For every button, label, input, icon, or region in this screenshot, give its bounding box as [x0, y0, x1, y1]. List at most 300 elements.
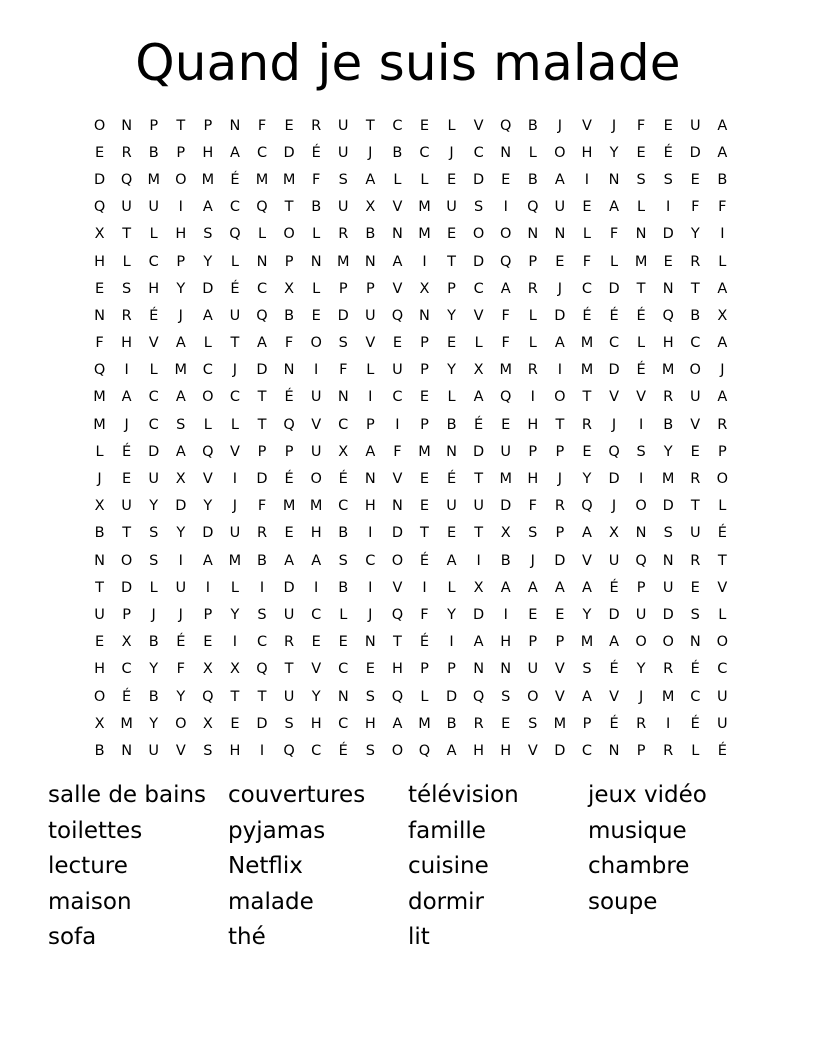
grid-cell: D	[391, 525, 403, 542]
grid-row	[86, 629, 736, 656]
grid-cell: H	[500, 634, 512, 651]
grid-cell: M	[93, 416, 106, 433]
grid-cell: D	[283, 144, 295, 161]
grid-cell: M	[580, 335, 594, 352]
grid-cell: N	[419, 307, 430, 324]
grid-cell: P	[420, 416, 429, 433]
grid-row	[86, 248, 736, 275]
grid-cell: E	[338, 634, 348, 651]
word-list-item: thé	[228, 924, 266, 951]
grid-cell: R	[636, 715, 647, 732]
grid-cell: T	[420, 525, 429, 542]
grid-cell: A	[581, 525, 592, 542]
grid-cell: É	[284, 389, 294, 406]
grid-cell: I	[503, 606, 508, 623]
grid-cell: I	[557, 362, 562, 379]
grid-cell: A	[257, 335, 267, 352]
grid-cell: L	[339, 606, 348, 623]
grid-cell: L	[203, 416, 212, 433]
grid-cell: T	[392, 634, 402, 651]
grid-cell: A	[392, 715, 403, 732]
grid-cell: T	[555, 416, 565, 433]
grid-cell: Y	[447, 362, 456, 379]
grid-cell: L	[609, 253, 619, 270]
grid-cell: S	[338, 335, 348, 352]
grid-cell: C	[690, 335, 701, 352]
grid-cell: A	[365, 171, 376, 188]
grid-cell: T	[122, 226, 132, 243]
grid-cell: U	[446, 199, 457, 216]
grid-cell: A	[554, 335, 565, 352]
grid-cell: Q	[283, 416, 295, 433]
grid-cell: J	[124, 416, 129, 433]
grid-cell: J	[232, 498, 238, 515]
grid-cell: E	[284, 117, 294, 134]
grid-cell: M	[418, 715, 431, 732]
grid-cell: D	[202, 525, 214, 542]
grid-row	[86, 411, 736, 438]
grid-row	[86, 438, 736, 465]
grid-cell: V	[175, 742, 186, 759]
grid-cell: S	[690, 606, 700, 623]
grid-row	[86, 465, 736, 492]
grid-cell: Y	[447, 606, 456, 623]
grid-cell: T	[284, 661, 294, 678]
grid-cell: S	[284, 715, 294, 732]
grid-cell: Y	[176, 688, 186, 705]
grid-row	[86, 520, 736, 547]
grid-cell: L	[95, 443, 104, 460]
grid-cell: T	[447, 253, 456, 270]
grid-cell: S	[474, 199, 484, 216]
grid-cell: Y	[609, 144, 619, 161]
grid-cell: I	[124, 362, 129, 379]
grid-cell: D	[608, 362, 620, 379]
grid-cell: E	[446, 525, 457, 542]
grid-cell: L	[718, 498, 727, 515]
grid-cell: C	[148, 416, 159, 433]
word-list-item: salle de bains	[48, 782, 207, 808]
grid-cell: F	[691, 199, 700, 216]
grid-cell: C	[229, 389, 240, 406]
grid-cell: É	[663, 144, 673, 161]
grid-cell: P	[284, 443, 294, 460]
grid-cell: T	[582, 389, 592, 406]
grid-cell: M	[336, 253, 350, 270]
grid-cell: H	[94, 661, 105, 678]
grid-cell: B	[446, 715, 457, 732]
grid-cell: L	[420, 171, 429, 188]
grid-cell: É	[230, 280, 240, 297]
grid-cell: A	[717, 280, 728, 297]
grid-cell: Q	[202, 443, 214, 460]
grid-cell: E	[311, 634, 321, 651]
grid-cell: D	[608, 280, 620, 297]
grid-cell: A	[717, 144, 728, 161]
grid-row	[86, 112, 736, 139]
grid-cell: C	[311, 742, 322, 759]
grid-cell: A	[202, 199, 213, 216]
grid-cell: A	[609, 199, 619, 216]
grid-cell: N	[364, 471, 376, 488]
grid-cell: P	[149, 117, 159, 134]
grid-cell: U	[148, 471, 159, 488]
grid-cell: T	[474, 525, 484, 542]
grid-row	[86, 221, 736, 248]
grid-cell: E	[582, 443, 592, 460]
grid-cell: A	[446, 742, 457, 759]
grid-cell: U	[527, 661, 539, 678]
grid-cell: I	[232, 471, 238, 488]
word-list-item: dormir	[408, 888, 484, 915]
grid-cell: R	[256, 525, 268, 542]
grid-cell: A	[175, 389, 186, 406]
grid-row	[86, 384, 736, 411]
grid-cell: E	[94, 634, 105, 651]
grid-cell: D	[337, 307, 349, 324]
grid-cell: N	[337, 688, 349, 705]
grid-cell: É	[338, 471, 348, 488]
grid-cell: Y	[582, 606, 592, 623]
grid-cell: L	[230, 579, 239, 596]
grid-cell: U	[337, 199, 349, 216]
grid-cell: L	[637, 199, 646, 216]
grid-cell: S	[663, 525, 673, 542]
grid-cell: O	[93, 117, 106, 134]
grid-cell: D	[202, 280, 214, 297]
grid-cell: U	[310, 443, 322, 460]
grid-cell: N	[121, 742, 133, 759]
grid-cell: I	[530, 389, 535, 406]
grid-cell: S	[338, 171, 348, 188]
grid-cell: E	[392, 335, 402, 352]
grid-cell: É	[446, 471, 457, 488]
grid-cell: L	[312, 280, 321, 297]
grid-cell: J	[368, 144, 373, 161]
grid-cell: Q	[581, 498, 593, 515]
grid-cell: T	[365, 117, 375, 134]
grid-cell: E	[122, 471, 132, 488]
grid-cell: É	[690, 715, 700, 732]
grid-cell: A	[500, 280, 511, 297]
grid-cell: H	[310, 525, 322, 542]
grid-cell: A	[473, 634, 484, 651]
grid-cell: P	[176, 144, 186, 161]
grid-cell: H	[391, 661, 403, 678]
grid-cell: A	[121, 389, 132, 406]
grid-cell: H	[121, 335, 133, 352]
grid-cell: B	[338, 525, 349, 542]
grid-cell: É	[690, 661, 700, 678]
grid-cell: C	[717, 661, 728, 678]
grid-cell: M	[282, 498, 296, 515]
grid-cell: O	[120, 552, 133, 569]
grid-cell: P	[284, 253, 294, 270]
grid-cell: B	[717, 171, 728, 188]
grid-cell: N	[310, 253, 322, 270]
grid-cell: V	[229, 443, 240, 460]
grid-cell: C	[338, 661, 349, 678]
grid-cell: A	[500, 579, 511, 596]
grid-cell: É	[609, 715, 619, 732]
grid-cell: I	[720, 226, 725, 243]
grid-cell: Q	[256, 661, 268, 678]
grid-cell: C	[256, 280, 268, 297]
grid-cell: L	[393, 171, 402, 188]
grid-cell: C	[338, 715, 349, 732]
grid-cell: H	[500, 742, 512, 759]
grid-cell: C	[690, 688, 701, 705]
grid-cell: O	[527, 688, 539, 705]
word-list-item: soupe	[588, 888, 658, 915]
grid-cell: Y	[690, 226, 700, 243]
grid-cell: L	[528, 335, 537, 352]
grid-cell: X	[473, 362, 484, 379]
grid-cell: B	[500, 552, 511, 569]
grid-cell: B	[392, 144, 403, 161]
grid-cell: É	[717, 742, 727, 759]
grid-cell: E	[419, 389, 430, 406]
grid-cell: D	[662, 226, 674, 243]
grid-cell: É	[311, 144, 321, 161]
grid-cell: M	[553, 715, 567, 732]
grid-cell: V	[148, 335, 159, 352]
grid-cell: X	[121, 634, 132, 651]
grid-cell: F	[609, 226, 619, 243]
grid-cell: B	[527, 117, 538, 134]
grid-cell: V	[365, 335, 376, 352]
grid-cell: M	[499, 471, 512, 488]
grid-cell: F	[420, 606, 429, 623]
grid-cell: S	[663, 171, 673, 188]
grid-cell: O	[554, 144, 566, 161]
grid-cell: S	[636, 443, 646, 460]
grid-cell: O	[175, 171, 187, 188]
grid-cell: Y	[447, 307, 456, 324]
grid-cell: D	[473, 443, 485, 460]
grid-cell: P	[636, 579, 646, 596]
grid-cell: L	[718, 606, 727, 623]
grid-cell: Y	[230, 606, 240, 623]
grid-cell: N	[473, 661, 485, 678]
grid-cell: Q	[418, 742, 431, 759]
grid-cell: H	[94, 253, 105, 270]
grid-cell: O	[716, 471, 729, 488]
grid-cell: N	[554, 226, 566, 243]
grid-cell: R	[554, 498, 565, 515]
grid-cell: C	[392, 389, 403, 406]
grid-cell: X	[338, 443, 349, 460]
grid-cell: F	[311, 171, 321, 188]
grid-cell: A	[202, 307, 213, 324]
grid-cell: X	[419, 280, 430, 297]
grid-cell: M	[418, 443, 431, 460]
grid-cell: P	[420, 362, 429, 379]
grid-cell: P	[447, 280, 456, 297]
word-list	[48, 780, 768, 958]
grid-cell: É	[122, 688, 132, 705]
grid-cell: S	[176, 416, 186, 433]
grid-cell: X	[717, 307, 728, 324]
grid-row	[86, 166, 736, 193]
grid-cell: D	[473, 606, 485, 623]
grid-cell: E	[230, 715, 240, 732]
grid-cell: C	[581, 280, 592, 297]
word-list-item: couvertures	[228, 782, 366, 808]
grid-cell: T	[122, 525, 132, 542]
grid-cell: U	[229, 525, 241, 542]
grid-cell: X	[175, 471, 186, 488]
grid-cell: F	[95, 335, 104, 352]
grid-cell: L	[528, 307, 537, 324]
grid-cell: E	[94, 280, 105, 297]
grid-cell: J	[557, 117, 562, 134]
grid-cell: J	[368, 606, 373, 623]
grid-cell: P	[365, 416, 375, 433]
grid-cell: U	[229, 307, 241, 324]
grid-cell: R	[690, 471, 701, 488]
grid-row	[86, 737, 736, 764]
grid-cell: P	[636, 742, 646, 759]
grid-cell: B	[148, 688, 159, 705]
grid-cell: L	[718, 253, 727, 270]
grid-cell: P	[203, 117, 213, 134]
grid-cell: V	[581, 117, 592, 134]
grid-cell: N	[94, 552, 105, 569]
grid-cell: O	[689, 362, 701, 379]
grid-cell: D	[445, 688, 458, 705]
grid-cell: T	[230, 688, 240, 705]
grid-cell: F	[257, 117, 267, 134]
grid-cell: C	[473, 280, 484, 297]
grid-cell: D	[256, 471, 268, 488]
grid-cell: F	[501, 335, 510, 352]
grid-cell: O	[472, 226, 485, 243]
grid-cell: N	[446, 443, 457, 460]
grid-cell: O	[283, 226, 295, 243]
grid-cell: É	[176, 634, 186, 651]
grid-cell: É	[609, 661, 619, 678]
grid-cell: H	[364, 498, 376, 515]
grid-cell: F	[176, 661, 185, 678]
grid-cell: Q	[391, 606, 404, 623]
grid-cell: N	[364, 634, 376, 651]
grid-cell: A	[473, 389, 484, 406]
grid-cell: S	[528, 525, 538, 542]
grid-cell: V	[717, 579, 728, 596]
grid-cell: H	[364, 715, 376, 732]
grid-cell: D	[256, 362, 268, 379]
grid-cell: S	[338, 552, 348, 569]
grid-cell: A	[202, 552, 213, 569]
grid-cell: X	[94, 498, 105, 515]
grid-cell: H	[148, 280, 160, 297]
grid-cell: N	[662, 552, 674, 569]
grid-cell: A	[527, 579, 538, 596]
grid-cell: E	[446, 171, 457, 188]
grid-cell: U	[283, 606, 295, 623]
grid-row	[86, 330, 736, 357]
grid-cell: U	[148, 199, 159, 216]
grid-cell: F	[393, 443, 402, 460]
grid-cell: U	[337, 117, 349, 134]
grid-cell: O	[175, 715, 187, 732]
grid-cell: H	[581, 144, 593, 161]
grid-cell: I	[584, 171, 590, 188]
grid-cell: U	[500, 443, 512, 460]
grid-cell: J	[530, 552, 535, 569]
grid-cell: V	[636, 389, 647, 406]
grid-cell: Y	[203, 498, 213, 515]
grid-cell: I	[422, 253, 427, 270]
grid-cell: S	[365, 688, 375, 705]
grid-cell: E	[501, 416, 511, 433]
grid-cell: R	[121, 307, 132, 324]
grid-cell: J	[611, 416, 617, 433]
grid-cell: É	[609, 307, 619, 324]
grid-cell: T	[95, 579, 104, 596]
grid-cell: E	[555, 253, 565, 270]
grid-cell: C	[608, 335, 620, 352]
grid-cell: E	[365, 661, 375, 678]
grid-cell: R	[473, 715, 484, 732]
grid-row	[86, 139, 736, 166]
grid-cell: E	[94, 144, 105, 161]
grid-cell: D	[662, 498, 674, 515]
grid-cell: A	[284, 552, 295, 569]
grid-cell: I	[178, 199, 183, 216]
grid-cell: A	[581, 579, 592, 596]
grid-cell: E	[501, 171, 511, 188]
grid-cell: A	[175, 443, 186, 460]
word-list-item: pyjamas	[228, 817, 326, 844]
grid-cell: B	[365, 226, 376, 243]
grid-cell: E	[555, 606, 565, 623]
grid-cell: T	[636, 280, 646, 297]
grid-cell: F	[636, 117, 646, 134]
grid-cell: C	[256, 634, 268, 651]
word-list-item: lecture	[48, 853, 128, 880]
grid-cell: E	[203, 634, 213, 651]
grid-cell: L	[474, 335, 483, 352]
grid-cell: P	[257, 443, 267, 460]
word-list-item: toilettes	[48, 817, 143, 844]
grid-cell: T	[257, 688, 267, 705]
grid-row	[86, 275, 736, 302]
grid-cell: O	[635, 634, 647, 651]
grid-cell: N	[608, 742, 620, 759]
grid-cell: U	[283, 688, 295, 705]
word-list-item: malade	[228, 888, 314, 915]
grid-cell: B	[148, 144, 159, 161]
grid-cell: I	[259, 742, 265, 759]
grid-cell: J	[232, 362, 238, 379]
grid-cell: U	[94, 606, 105, 623]
grid-cell: M	[282, 171, 296, 188]
grid-cell: N	[500, 144, 512, 161]
grid-cell: M	[634, 253, 648, 270]
grid-cell: C	[121, 661, 132, 678]
grid-cell: A	[717, 389, 728, 406]
grid-cell: V	[690, 416, 701, 433]
grid-cell: V	[392, 579, 403, 596]
word-list-item: cuisine	[408, 853, 489, 880]
grid-cell: U	[392, 362, 403, 379]
grid-cell: D	[554, 307, 566, 324]
grid-cell: H	[175, 226, 187, 243]
grid-cell: É	[149, 307, 159, 324]
grid-cell: T	[230, 335, 240, 352]
